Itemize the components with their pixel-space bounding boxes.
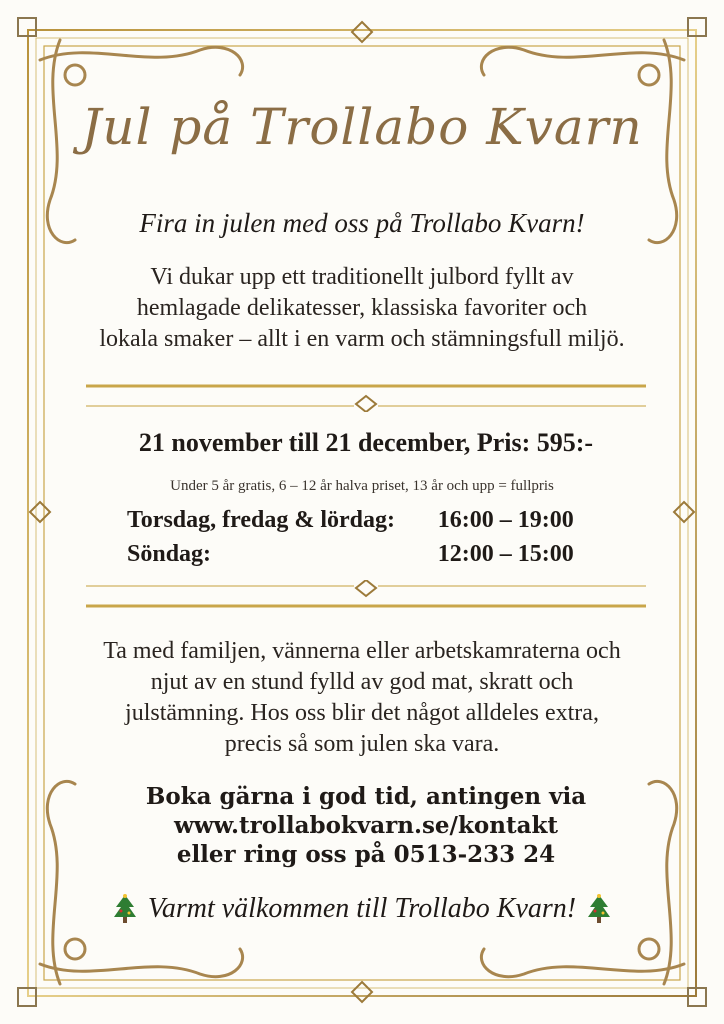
christmas-tree-icon <box>112 893 138 925</box>
welcome-text: Varmt välkommen till Trollabo Kvarn! <box>147 893 577 924</box>
hours-day: Torsdag, fredag & lördag: <box>127 506 396 533</box>
booking-url[interactable]: www.trollabokvarn.se/kontakt <box>173 812 559 839</box>
hours-time: 16:00 – 19:00 <box>437 506 574 533</box>
hours-time: 12:00 – 15:00 <box>437 540 574 567</box>
subtitle: Fira in julen med oss på Trollabo Kvarn! <box>139 208 585 238</box>
outro-line: julstämning. Hos oss blir det något alldeles extra, <box>125 700 599 726</box>
booking-phone: eller ring oss på 0513-233 24 <box>176 841 556 868</box>
hours-row <box>127 537 607 571</box>
intro-line: Vi dukar upp ett traditionellt julbord fyllt av <box>150 264 574 290</box>
hours-day: Söndag: <box>127 540 212 567</box>
outro-paragraph <box>60 636 664 760</box>
booking-line: Boka gärna i god tid, antingen via <box>145 783 587 810</box>
pricing-note: Under 5 år gratis, 6 – 12 år halva priset, 13 år och upp = fullpris <box>170 478 554 494</box>
intro-line: lokala smaker – allt i en varm och stämningsfull miljö. <box>99 326 625 352</box>
bottom-divider <box>86 580 646 610</box>
hours-row <box>127 503 607 537</box>
top-divider <box>86 382 646 412</box>
opening-hours <box>127 503 607 571</box>
booking-info <box>0 782 724 869</box>
welcome-line <box>0 893 724 925</box>
outro-line: precis så som julen ska vara. <box>224 731 500 757</box>
dates-and-price: 21 november till 21 december, Pris: 595:- <box>138 428 594 457</box>
intro-line: hemlagade delikatesser, klassiska favoriter och <box>136 295 588 321</box>
outro-line: Ta med familjen, vännerna eller arbetskamraterna och <box>103 638 621 664</box>
christmas-tree-icon <box>586 893 612 925</box>
intro-paragraph <box>60 262 664 355</box>
page-title: Jul på Trollabo Kvarn <box>81 98 643 156</box>
outro-line: njut av en stund fylld av god mat, skratt och <box>150 669 574 695</box>
